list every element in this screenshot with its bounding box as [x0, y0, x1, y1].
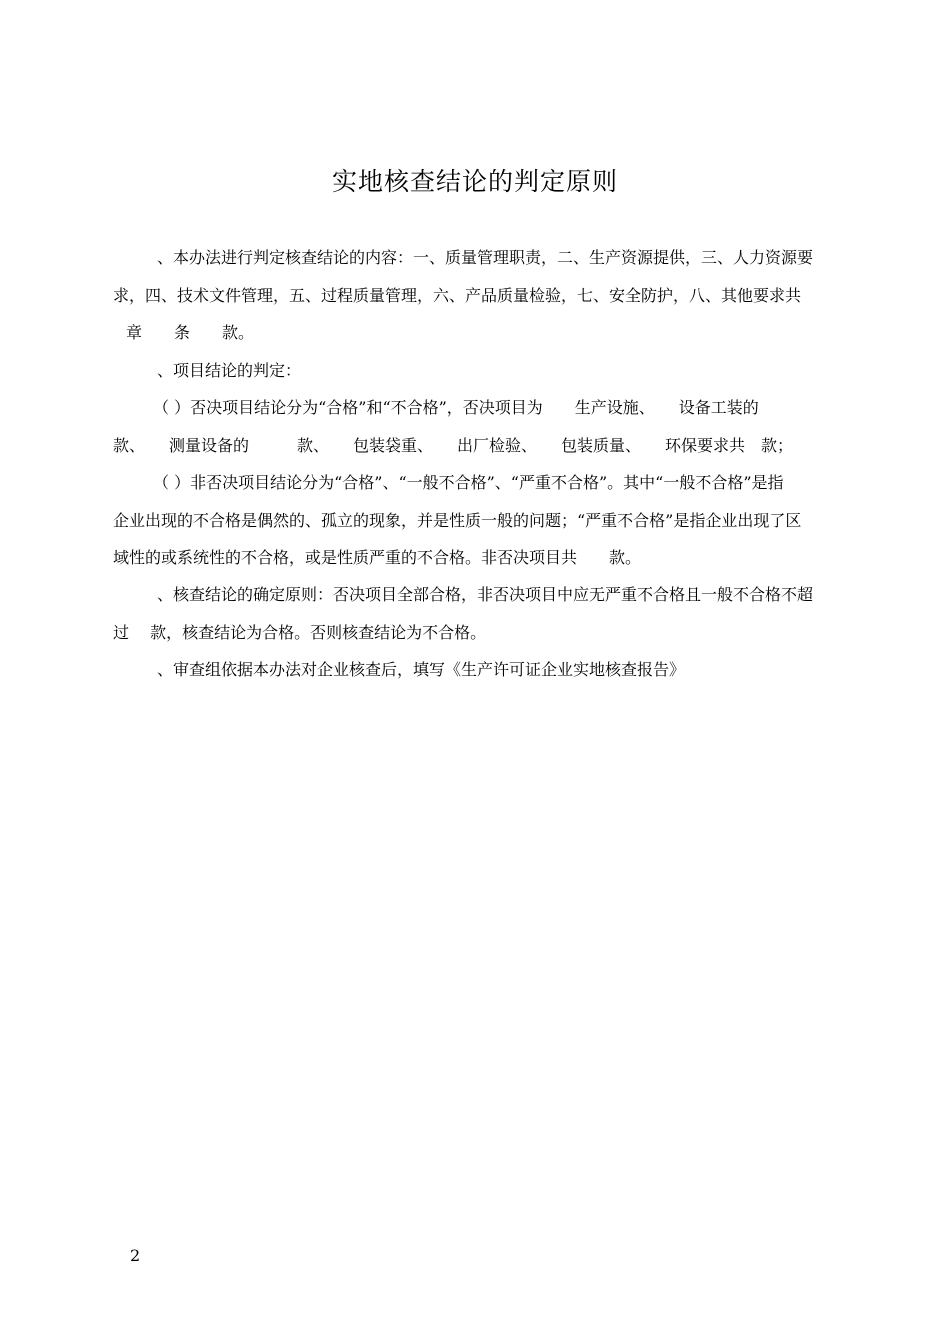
paragraph-line-scope-1: 、本办法进行判定核查结论的内容：一、质量管理职责，二、生产资源提供，三、人力资源要 — [157, 248, 814, 267]
paragraph-line-veto-2: 款、 测量设备的 款、 包装袋重、 出厂检验、 包装质量、 环保要求共 款； — [113, 436, 794, 455]
paragraph-line-judgement-heading: 、项目结论的判定： — [157, 361, 302, 380]
paragraph-line-nonveto-3: 域性的或系统性的不合格，或是性质严重的不合格。非否决项目共 款。 — [113, 548, 642, 567]
paragraph-line-veto-1: （ ）否决项目结论分为“合格”和“不合格”，否决项目为 生产设施、 设备工装的 — [153, 398, 759, 417]
paragraph-line-report: 、审查组依据本办法对企业核查后，填写《生产许可证企业实地核查报告》 — [157, 660, 686, 679]
page-number: 2 — [130, 1246, 141, 1265]
paragraph-line-nonveto-1: （ ）非否决项目结论分为“合格”、“一般不合格”、“严重不合格”。其中“一般不合格”是指 — [153, 473, 784, 492]
paragraph-line-scope-3: 章 条 款。 — [126, 323, 255, 342]
page-title: 实地核查结论的判定原则 — [331, 167, 618, 196]
paragraph-line-principle-2: 过 款，核查结论为合格。否则核查结论为不合格。 — [113, 623, 487, 642]
paragraph-line-principle-1: 、核查结论的确定原则：否决项目全部合格，非否决项目中应无严重不合格且一般不合格不超 — [157, 585, 814, 604]
paragraph-line-scope-2: 求，四、技术文件管理，五、过程质量管理，六、产品质量检验，七、安全防护，八、其他要求共 — [113, 286, 802, 305]
paragraph-line-nonveto-2: 企业出现的不合格是偶然的、孤立的现象，并是性质一般的问题；“严重不合格”是指企业出现了区 — [113, 511, 802, 530]
